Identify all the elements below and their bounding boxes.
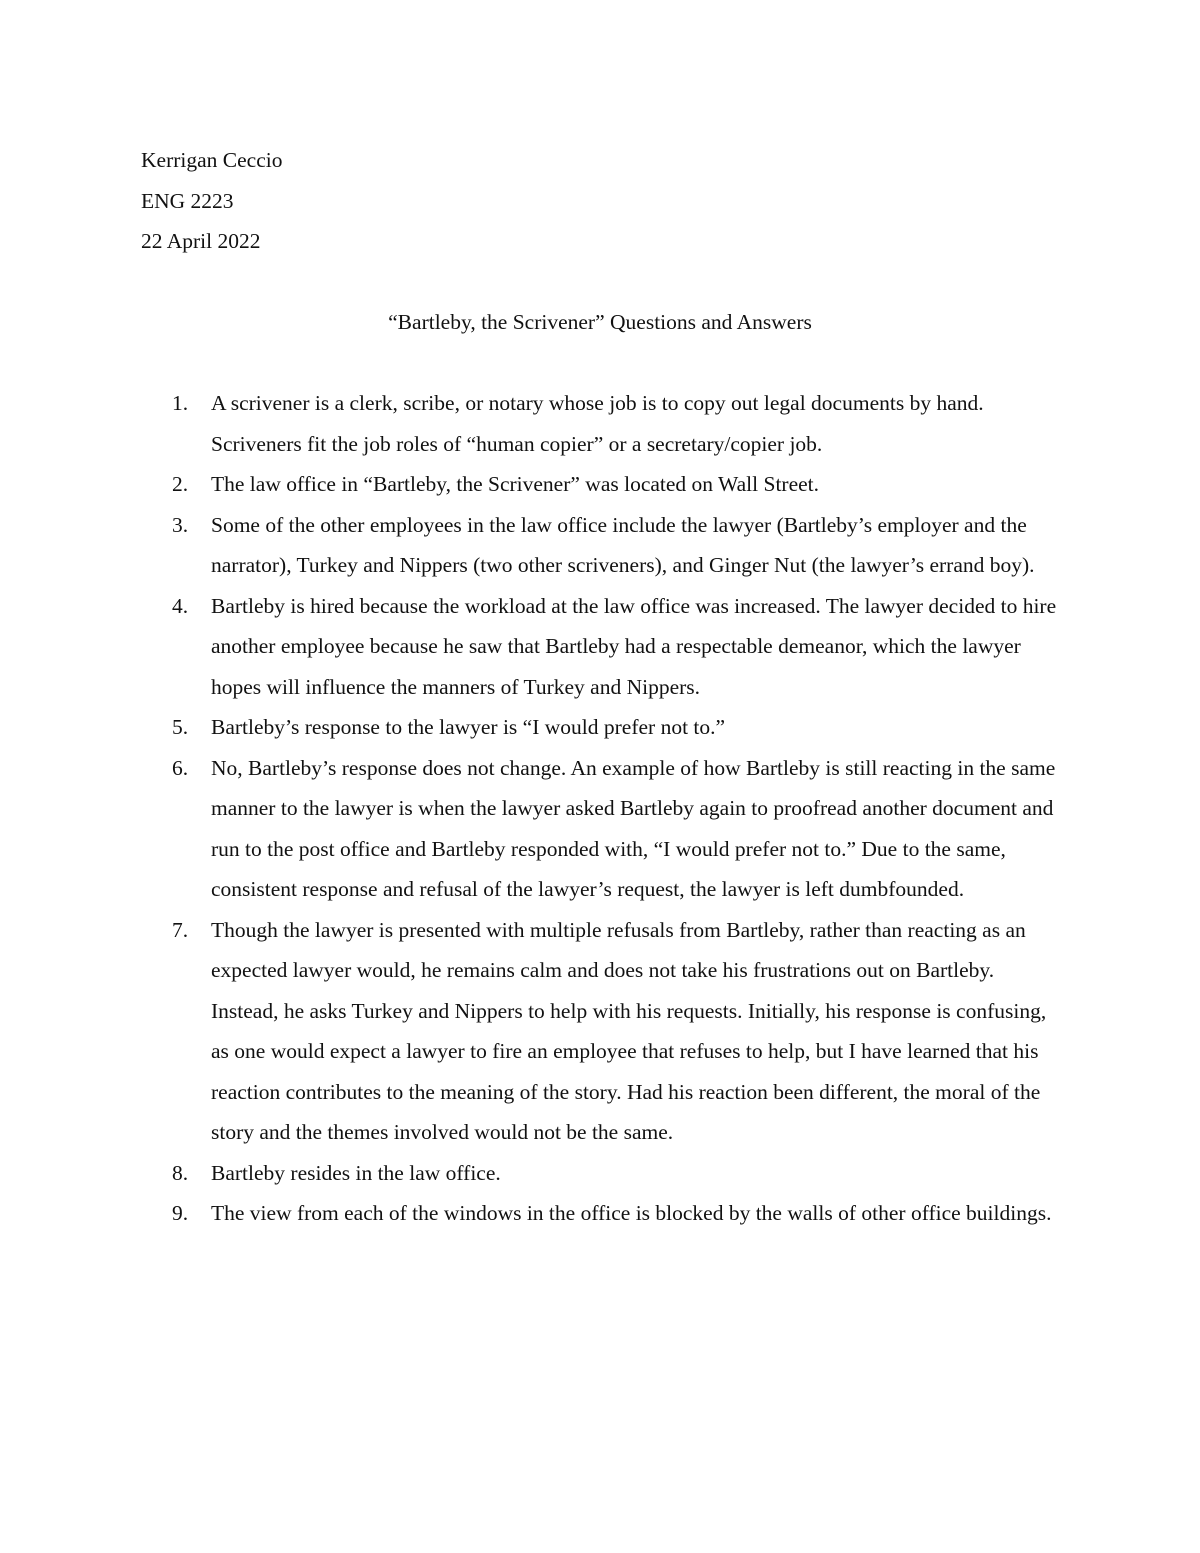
answer-text: The view from each of the windows in the office is blocked by the walls of other office buildings. xyxy=(211,1201,1052,1225)
answer-item xyxy=(0,748,1061,910)
document-header xyxy=(141,140,282,262)
answer-text: A scrivener is a clerk, scribe, or notary whose job is to copy out legal documents by hand. Scriveners fit the job roles of “human copier” or a secretary/copier job. xyxy=(211,391,984,456)
answer-number: 7. xyxy=(172,917,189,942)
answer-item xyxy=(0,707,1061,748)
answer-number: 8. xyxy=(172,1160,189,1185)
answer-item xyxy=(0,1193,1061,1234)
answer-number: 3. xyxy=(172,512,189,537)
answer-number: 5. xyxy=(172,715,189,739)
answer-item xyxy=(0,586,1061,708)
answer-text: Some of the other employees in the law office include the lawyer (Bartleby’s employer and the narrator), Turkey and Nippers (two other scriveners), and Ginger Nut (the lawyer’s errand boy). xyxy=(211,512,1035,577)
answer-number: 1. xyxy=(172,391,189,415)
answer-text: Bartleby is hired because the workload at the law office was increased. The lawyer decided to hire another employee because he saw that Bartleby had a respectable demeanor, which the lawyer hopes will influence the manners of Turkey and Nippers. xyxy=(211,593,1057,699)
answer-text: Bartleby resides in the law office. xyxy=(211,1160,501,1185)
answer-list xyxy=(0,383,1200,1234)
answer-number: 6. xyxy=(172,755,189,780)
document-date: 22 April 2022 xyxy=(141,229,261,253)
course-code: ENG 2223 xyxy=(141,188,234,213)
document-title: “Bartleby, the Scrivener” Questions and Answers xyxy=(388,310,812,334)
answer-text: Though the lawyer is presented with multiple refusals from Bartleby, rather than reacting as an expected lawyer would, he remains calm and does not take his frustrations out on Bartleby. Instead, he asks Turkey and Nippers to help with his requests. Initially, his response is confusing, as one would expect a lawyer to fire an employee that refuses to help, but I have learned that his reaction contributes to the meaning of the story. Had his reaction been different, the moral of the story and the themes involved would not be the same. xyxy=(211,917,1047,1144)
answer-number: 9. xyxy=(172,1201,189,1225)
answer-item xyxy=(0,910,1061,1153)
answer-number: 2. xyxy=(172,472,189,496)
answer-text: No, Bartleby’s response does not change. An example of how Bartleby is still reacting in the same manner to the lawyer is when the lawyer asked Bartleby again to proofread another document and run to the post office and Bartleby responded with, “I would prefer not to.” Due to the same, consistent response and refusal of the lawyer’s request, the lawyer is left dumbfounded. xyxy=(211,755,1056,901)
answer-number: 4. xyxy=(172,593,189,618)
answer-text: Bartleby’s response to the lawyer is “I would prefer not to.” xyxy=(211,715,726,739)
answer-text: The law office in “Bartleby, the Scrivener” was located on Wall Street. xyxy=(211,472,820,496)
answer-item xyxy=(0,505,1061,586)
answer-item xyxy=(0,1153,1061,1194)
student-name: Kerrigan Ceccio xyxy=(141,148,283,172)
answer-item xyxy=(0,464,1061,505)
answer-item xyxy=(0,383,1061,464)
